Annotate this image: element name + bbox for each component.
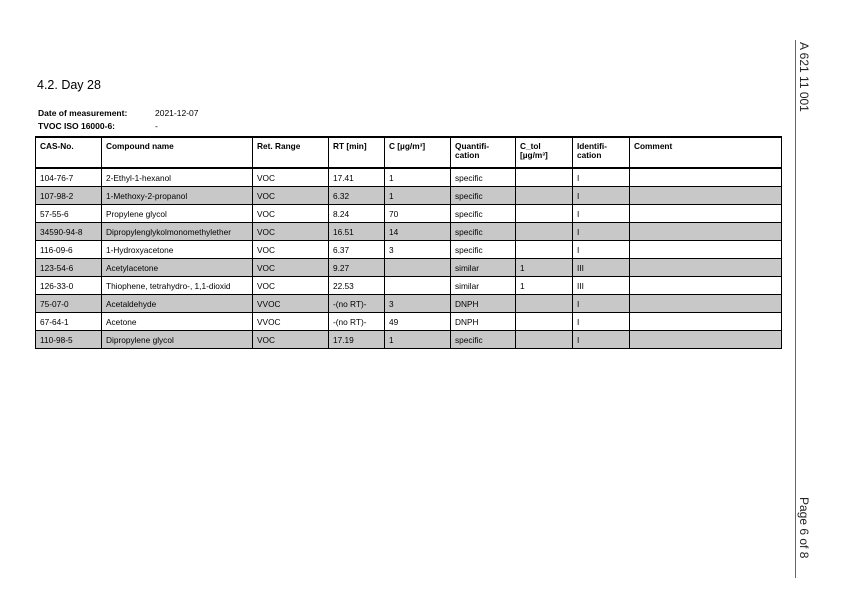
table-cell: 57-55-6 [36, 205, 102, 223]
table-cell: VOC [253, 259, 329, 277]
table-cell [516, 313, 573, 331]
column-header-text: [µg/m³] [520, 149, 548, 160]
table-cell [516, 205, 573, 223]
table-cell: 17.19 [329, 331, 385, 349]
table-cell: 67-64-1 [36, 313, 102, 331]
section-title: 4.2. Day 28 [37, 78, 101, 92]
column-header-text: CAS-No. [40, 141, 74, 151]
table-cell [630, 277, 782, 295]
table-cell: 17.41 [329, 168, 385, 187]
table-cell [630, 313, 782, 331]
table-cell: Dipropylene glycol [102, 331, 253, 349]
table-cell [630, 241, 782, 259]
table-cell: specific [451, 187, 516, 205]
table-cell: I [573, 205, 630, 223]
table-row [36, 223, 782, 241]
table-cell: specific [451, 223, 516, 241]
results-table [35, 136, 782, 349]
table-cell: DNPH [451, 313, 516, 331]
column-header-text: Quantifi- [455, 141, 490, 151]
table-cell: 22.53 [329, 277, 385, 295]
table-cell: 1 [385, 187, 451, 205]
table-cell: 110-98-5 [36, 331, 102, 349]
page-number: Page 6 of 8 [797, 497, 811, 559]
table-cell: III [573, 259, 630, 277]
column-header-text: Compound name [106, 141, 174, 151]
table-cell: Thiophene, tetrahydro-, 1,1-dioxid [102, 277, 253, 295]
column-header [329, 137, 385, 168]
table-cell: specific [451, 168, 516, 187]
table-cell: Propylene glycol [102, 205, 253, 223]
table-cell [630, 205, 782, 223]
table-cell [516, 331, 573, 349]
column-header-text: Identifi- [577, 141, 607, 151]
table-cell: Acetylacetone [102, 259, 253, 277]
table-cell: VVOC [253, 295, 329, 313]
table-cell: specific [451, 331, 516, 349]
table-cell: 1 [516, 259, 573, 277]
table-body [36, 168, 782, 349]
table-cell [385, 259, 451, 277]
column-header [385, 137, 451, 168]
column-header [630, 137, 782, 168]
column-header-text: Comment [634, 141, 673, 151]
column-header-text: C [µg/m³] [389, 141, 426, 151]
meta-value: 2021-12-07 [155, 108, 199, 118]
column-header [516, 137, 573, 168]
table-row [36, 187, 782, 205]
table-cell: VOC [253, 187, 329, 205]
table-row [36, 313, 782, 331]
table-cell: -(no RT)- [329, 295, 385, 313]
table-row [36, 259, 782, 277]
table-cell: I [573, 223, 630, 241]
table-header-row [36, 137, 782, 168]
table-cell: 70 [385, 205, 451, 223]
table-cell: -(no RT)- [329, 313, 385, 331]
column-header-text: Ret. Range [257, 141, 301, 151]
table-row [36, 168, 782, 187]
table-cell: VVOC [253, 313, 329, 331]
table-cell [516, 223, 573, 241]
table-cell: I [573, 295, 630, 313]
table-cell: specific [451, 205, 516, 223]
table-cell: Acetone [102, 313, 253, 331]
table-cell: 116-09-6 [36, 241, 102, 259]
column-header [573, 137, 630, 168]
column-header [451, 137, 516, 168]
table-cell: DNPH [451, 295, 516, 313]
table-cell: 1-Methoxy-2-propanol [102, 187, 253, 205]
table-cell [630, 259, 782, 277]
table-row [36, 277, 782, 295]
margin-rule [795, 40, 796, 578]
column-header [253, 137, 329, 168]
table-cell: 49 [385, 313, 451, 331]
table-cell: VOC [253, 331, 329, 349]
table-cell: VOC [253, 205, 329, 223]
table-cell [385, 277, 451, 295]
table-cell: 1 [385, 168, 451, 187]
column-header [102, 137, 253, 168]
column-header-text: cation [577, 149, 602, 160]
table-cell: Acetaldehyde [102, 295, 253, 313]
table-cell [630, 187, 782, 205]
table-cell: VOC [253, 223, 329, 241]
table-cell [630, 331, 782, 349]
table-cell: III [573, 277, 630, 295]
table-cell: 1-Hydroxyacetone [102, 241, 253, 259]
table-cell: Dipropylenglykolmonomethylether [102, 223, 253, 241]
table-cell: 16.51 [329, 223, 385, 241]
meta-label: TVOC ISO 16000-6: [38, 121, 116, 131]
table-cell [630, 295, 782, 313]
meta-value: - [155, 121, 158, 131]
table-cell [516, 168, 573, 187]
table-cell: VOC [253, 168, 329, 187]
table-cell: similar [451, 259, 516, 277]
table-cell [516, 295, 573, 313]
table-row [36, 241, 782, 259]
table-cell: 75-07-0 [36, 295, 102, 313]
table-row [36, 205, 782, 223]
table-row [36, 331, 782, 349]
table-cell: specific [451, 241, 516, 259]
table-cell: 107-98-2 [36, 187, 102, 205]
table-cell: 126-33-0 [36, 277, 102, 295]
table-cell: 104-76-7 [36, 168, 102, 187]
table-cell: 34590-94-8 [36, 223, 102, 241]
table-cell: I [573, 313, 630, 331]
column-header [36, 137, 102, 168]
table-cell: 8.24 [329, 205, 385, 223]
table-cell: 14 [385, 223, 451, 241]
table-cell: 123-54-6 [36, 259, 102, 277]
table-cell: 1 [516, 277, 573, 295]
meta-label: Date of measurement: [38, 108, 128, 118]
table-cell: I [573, 241, 630, 259]
table-cell: similar [451, 277, 516, 295]
table-cell: I [573, 168, 630, 187]
table-cell: VOC [253, 277, 329, 295]
column-header-text: RT [min] [333, 141, 367, 151]
table-cell [516, 187, 573, 205]
column-header-text: C_tol [520, 141, 541, 151]
column-header-text: cation [455, 149, 480, 160]
table-cell: VOC [253, 241, 329, 259]
table-row [36, 295, 782, 313]
table-cell: 3 [385, 295, 451, 313]
table-cell: 2-Ethyl-1-hexanol [102, 168, 253, 187]
table-cell: 1 [385, 331, 451, 349]
table-cell: 6.37 [329, 241, 385, 259]
table-cell: 9.27 [329, 259, 385, 277]
table-cell: I [573, 187, 630, 205]
table-cell [630, 168, 782, 187]
table-cell: I [573, 331, 630, 349]
table-cell [516, 241, 573, 259]
table-cell [630, 223, 782, 241]
table-cell: 6.32 [329, 187, 385, 205]
table-cell: 3 [385, 241, 451, 259]
document-number: A 621 11 001 [797, 42, 811, 112]
